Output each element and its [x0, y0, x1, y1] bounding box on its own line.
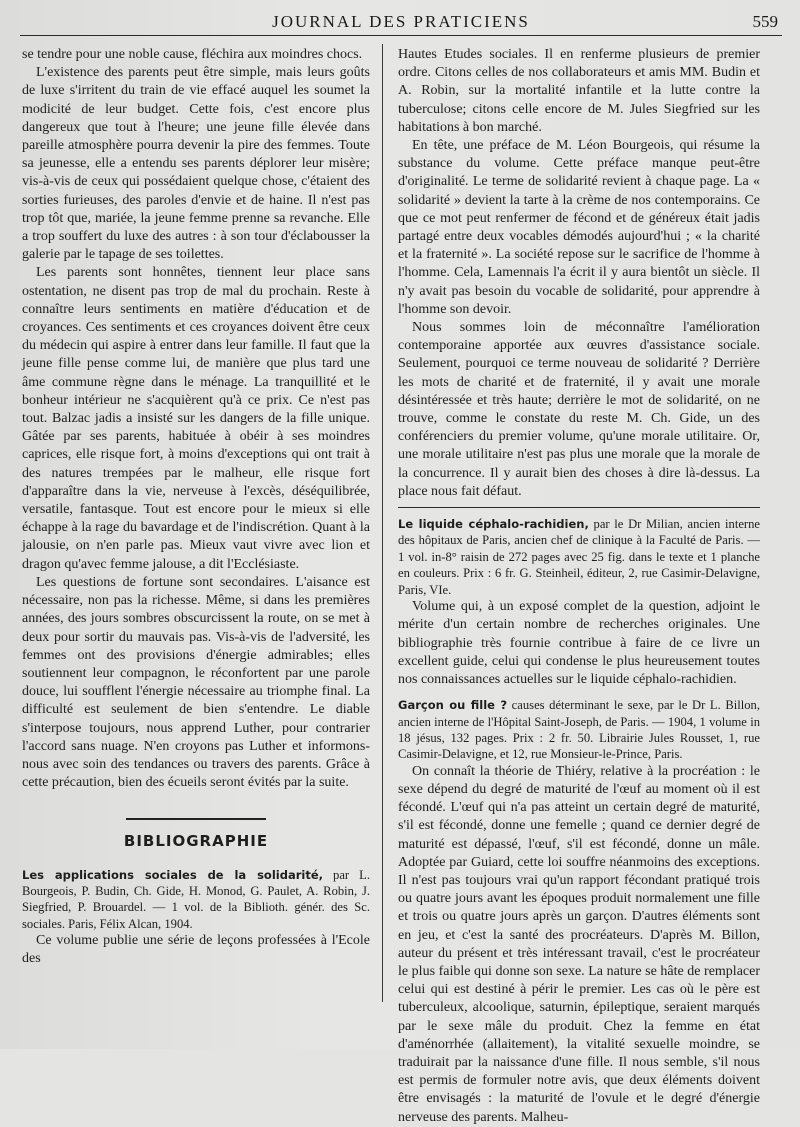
bib-entry-authors: causes déterminant le sexe, par le Dr L. Billon, ancien interne de l'Hôpital Saint-Joseph, de Paris. — 1904, 1 volume in 18 jésus, 132 pages. Prix : 2 fr. 50. Librairie Jules Rousset, 1, rue Casimir-Delavigne, et 12, rue Monsieur-le-Prince, Paris.	[398, 698, 760, 762]
bib-entry-authors: par le Dr Milian, ancien interne des hôpitaux de Paris, ancien chef de clinique à la Faculté de Paris. — 1 vol. in-8° raisin de 272 pages avec 25 fig. dans le texte et 1 planche en couleurs. Prix : 6 fr. G. Steinheil, éditeur, 2, rue Casimir-Delavigne, Paris, VIe.	[398, 517, 761, 597]
bib-entry-body: Volume qui, à un exposé complet de la question, adjoint le mérite d'un certain nombre de recherches originales. Une bibliographie très fournie contribue à faire de ce livre un excellent guide, celui qui condense le plus heureusement toutes nos connaissances actuelles sur le liquide céphalo-rachidien.	[398, 599, 760, 687]
bib-entry-header	[22, 867, 370, 933]
bib-entry-header	[398, 516, 760, 598]
bib-entry-title: Les applications sociales de la solidarité,	[22, 867, 323, 882]
column-divider	[382, 44, 383, 1002]
paragraph: Hautes Etudes sociales. Il en renferme plusieurs de premier ordre. Citons celles de nos collaborateurs et amis MM. Budin et A. Robin, sur la mortalité infantile et la lutte contre la tuberculose; citons celle encore de M. Jules Siegfried sur les habitations à bon marché.	[398, 47, 760, 135]
header-rule	[20, 35, 782, 36]
paragraph: Les parents sont honnêtes, tiennent leur place sans ostentation, ne disent pas trop de mal du prochain. Reste à connaître leurs sentiments en matière d'éducation et de croyances. Ces sentiments et ces croyances doivent être ceux du médecin qui aspire à entrer dans leur famille. Il faut que la jeune fille pense comme lui, de manière que plus tard une âme commune règne dans le ménage. La tranquillité et le bonheur intérieur ne s'acquièrent qu'à ce prix. Ce n'est pas tout. Balzac jadis a insisté sur les dangers de la fille unique. Gâtée par ses parents, habituée à obéir à ses moindres caprices, elle risque fort, à moins d'exceptions qui ont trait à des natures trempées par le malheur, elle risque fort d'apparaître dans la vie, nerveuse à l'excès, déséquilibrée, versatile, fantasque. Tout est encore pour le mieux si elle échappe à la rage du bavardage et de l'indiscrétion. Quant à la jalousie, on n'en parle pas. Mieux vaut vivre avec lion et dragon qu'avec femme jalouse, a dit l'Ecclésiaste.	[22, 265, 370, 572]
entry-separator	[398, 507, 760, 508]
bib-entry-body: Ce volume publie une série de leçons professées à l'Ecole des	[22, 933, 370, 967]
journal-title: JOURNAL DES PRATICIENS	[272, 12, 530, 31]
paragraph: se tendre pour une noble cause, fléchira aux moindres chocs.	[22, 47, 363, 62]
right-column	[398, 46, 760, 1127]
bib-entry-title: Garçon ou fille ?	[398, 698, 508, 713]
paragraph: Nous sommes loin de méconnaître l'amélioration contemporaine apportée aux œuvres d'assistance sociale. Seulement, pourquoi ce terme nouveau de solidarité ? Derrière les mots de charité et de fraternité, il y avait une morale désintéressée et très haute; derrière le mot de solidarité, on ne trouve, comme le constate du reste M. Ch. Gide, un des conférenciers du premier volume, qu'une morale utilitaire. Or, une morale utilitaire n'est pas plus une morale que la morale de la concurrence. Il y aurait bien des choses à dire là-dessus. La place nous fait défaut.	[398, 320, 760, 499]
paragraph: En tête, une préface de M. Léon Bourgeois, qui résume la substance du volume. Cette préface manque peut-être d'originalité. Le terme de solidarité revient à chaque page. La « solidarité » devient la tarte à la crème de nos contemporains. Ce que ce mot peut renfermer de fécond et de généreux était jadis partagé entre deux vocables démodés aujourd'hui ; « la charité et la fraternité ». La société repose sur le sacrifice de l'homme à l'homme. Cela, Lamennais l'a écrit il y aura bientôt un siècle. Il n'y avait pas besoin du vocable de solidarité, pour apprendre à l'homme son devoir.	[398, 138, 760, 317]
bib-entry-header	[398, 697, 760, 763]
bib-entry-authors: par L. Bourgeois, P. Budin, Ch. Gide, H. Monod, G. Paulet, A. Robin, J. Siegfried, P. Brouardel. — 1 vol. de la Biblioth. génér. des Sc. sociales. Paris, Félix Alcan, 1904.	[22, 867, 370, 931]
paragraph: L'existence des parents peut être simple, mais leurs goûts de luxe s'irritent du train de vie effacé auquel les soumet la modicité de leur budget. Cette fois, c'est encore plus dangereux que tout à l'heure; une jeune fille élevée dans pareille atmosphère pourra devenir la pire des femmes. Toute sa jeunesse, elle a entendu ses parents déplorer leur misère; vis-à-vis de ceux qui possédaient quelque chose, c'étaient des sorties furieuses, des paroles d'envie et de haine. Il n'est pas trop tôt que, mariée, la jeune femme prenne sa revanche. Elle a trop souffert du luxe des autres : à son tour d'éclabousser la galerie par le tapage de ses toilettes.	[22, 65, 370, 263]
bibliography-heading: BIBLIOGRAPHIE	[123, 832, 269, 851]
bibliography-heading-block	[22, 818, 370, 850]
bib-entry-body: On connaît la théorie de Thiéry, relative à la procréation : le sexe dépend du degré de maturité de l'œuf au moment où il est fécondé. L'œuf qui n'a pas atteint un certain degré de maturité, s'il est fécondé, donne une femelle ; quand ce dernier degré de maturité est dépassé, l'œuf, s'il est fécondé, donne un mâle. Adoptée par Guiard, cette loi souffre néanmoins des exceptions. Il n'est pas toujours vrai qu'un rapport fécondant pratiqué trois ou quatre jours avant les époques produit normalement une fille et trois ou quatre jours après un garçon. D'autres éléments sont en jeu, et c'est la santé des procréateurs. D'après M. Billon, auteur du présent et très intéressant travail, c'est le procréateur le plus faible qui donne son sexe. La nature se hâte de remplacer celui qui est destiné à périr le premier. Les cas où le père est tuberculeux, alcoolique, saturnin, épileptique, seraient marqués par le sexe mâle du produit. Chez la femme en état d'aménorrhée (allaitement), la vitalité sexuelle moindre, se traduirait par la naissance d'une fille. Il nous semble, s'il nous est permis de formuler notre avis, que deux éléments doivent être envisagés : la maturité de l'ovule et le degré d'énergie nerveuse des parents. Malheu-	[398, 763, 760, 1125]
spacer	[398, 689, 760, 697]
page-header	[20, 12, 782, 34]
section-rule	[126, 818, 266, 820]
paragraph: Les questions de fortune sont secondaires. L'aisance est nécessaire, non pas la richesse. Même, si dans les premières années, des jours sombres obscurcissent la route, on se met à deux pour sortir du mauvais pas. Vis-à-vis de l'adversité, les femmes ont des provisions d'énergie admirables; elles soutiennent leur compagnon, le réconfortent par une parole douce, lui soufflent l'énergie nécessaire au triomphe final. La difficulté est seulement de bien s'entendre. Le diable s'interpose toujours, nous apprend Luther, pour contrarier l'accord sans nuage. N'en croyons pas Luther et informons-nous avec soin des tendances ou travers des parents. Grâce à cette précaution, bien des écueils seront évités par la suite.	[22, 574, 370, 791]
bib-entry-title: Le liquide céphalo-rachidien,	[398, 517, 589, 532]
page-number: 559	[752, 12, 778, 31]
left-column	[22, 46, 370, 969]
